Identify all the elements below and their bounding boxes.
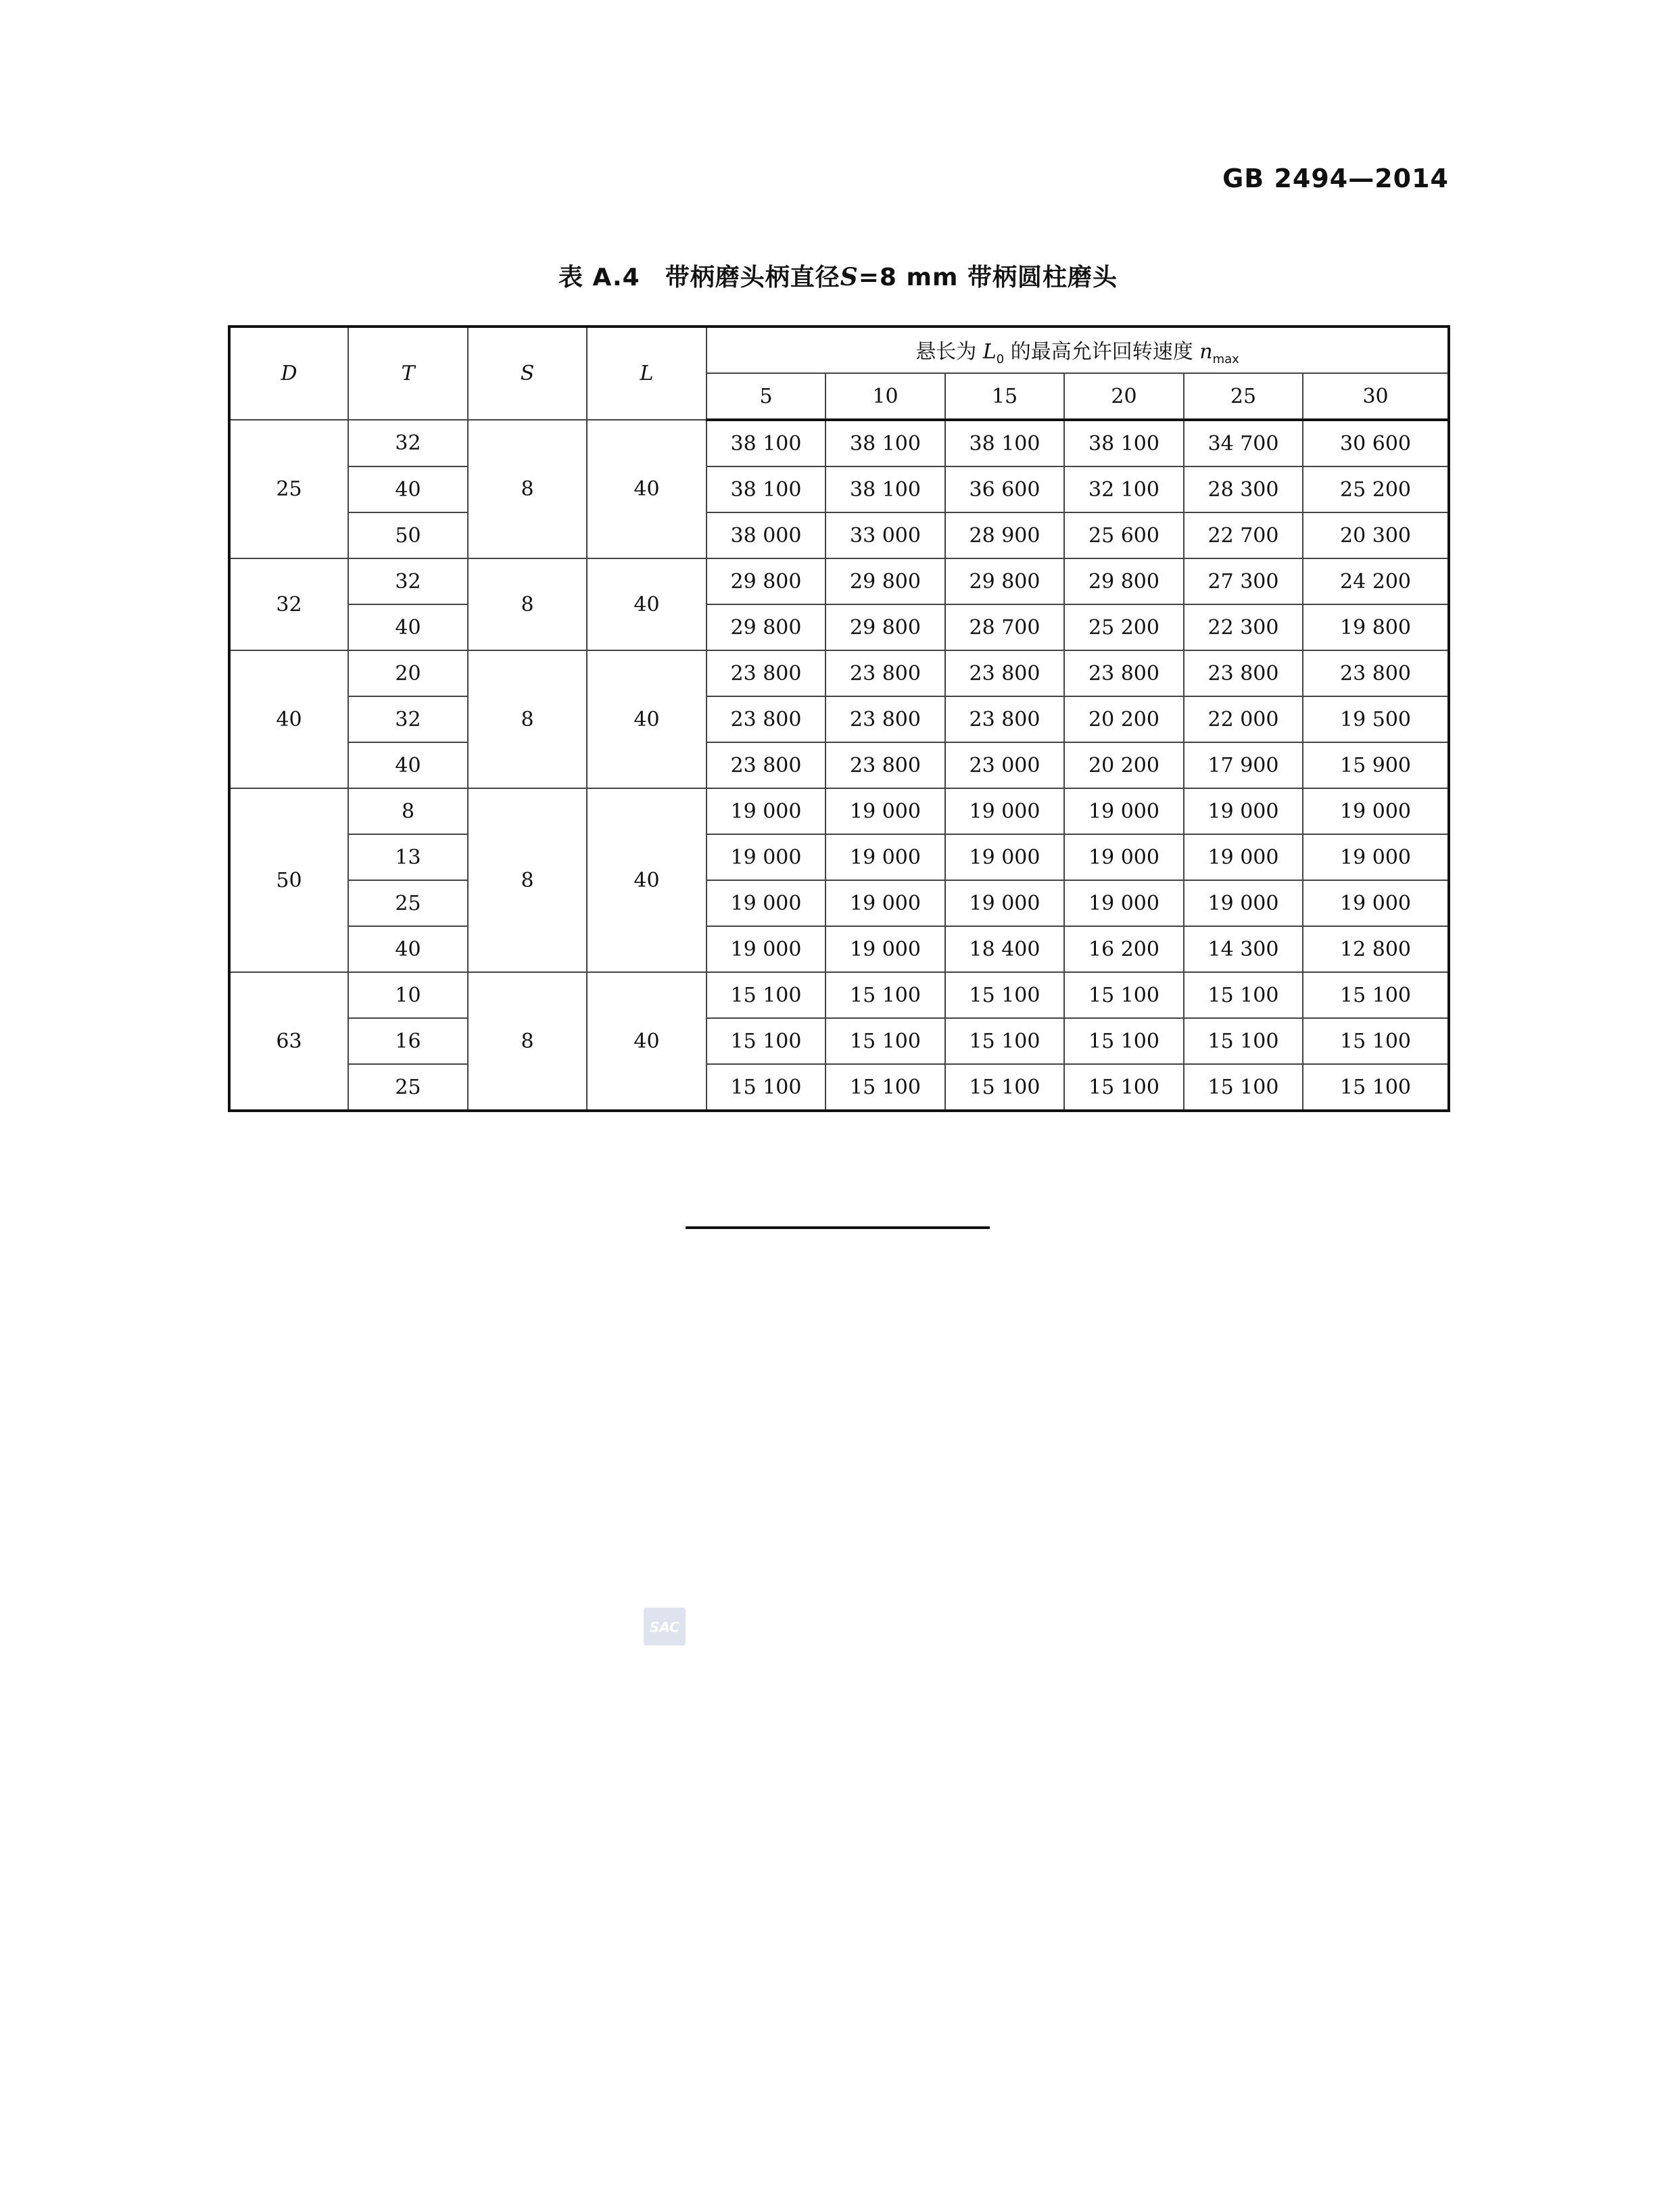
header-L0-cell: 20 (1064, 373, 1184, 420)
caption-prefix: 表 A.4 (558, 264, 640, 291)
cell-T: 50 (348, 512, 468, 558)
speed-table (228, 325, 1450, 1112)
cell-speed: 38 100 (707, 466, 825, 512)
cell-speed: 29 800 (825, 558, 945, 604)
table-row (229, 834, 1449, 880)
cell-speed: 25 200 (1303, 466, 1449, 512)
cell-speed: 23 800 (825, 650, 945, 696)
table-row (229, 558, 1449, 604)
cell-speed: 15 900 (1303, 742, 1449, 788)
cell-speed: 19 000 (825, 926, 945, 972)
table-row (229, 1018, 1449, 1064)
cell-speed: 28 900 (945, 512, 1064, 558)
cell-speed: 29 800 (707, 558, 825, 604)
cell-speed: 14 300 (1184, 926, 1303, 972)
cell-speed: 16 200 (1064, 926, 1184, 972)
table-body (229, 420, 1449, 1111)
cell-speed: 27 300 (1184, 558, 1303, 604)
cell-speed: 23 800 (1064, 650, 1184, 696)
cell-T: 25 (348, 880, 468, 926)
cell-speed: 19 000 (1184, 788, 1303, 834)
header-L: L (587, 327, 707, 420)
cell-speed: 25 600 (1064, 512, 1184, 558)
document-code: GB 2494—2014 (1222, 164, 1449, 193)
cell-speed: 15 100 (707, 1064, 825, 1111)
header-S: S (468, 327, 587, 420)
table-row (229, 604, 1449, 650)
cell-L: 40 (587, 972, 707, 1111)
header-L0-cell: 10 (825, 373, 945, 420)
cell-speed: 19 000 (707, 834, 825, 880)
cell-T: 40 (348, 604, 468, 650)
cell-speed: 19 000 (825, 880, 945, 926)
cell-speed: 15 100 (1303, 1018, 1449, 1064)
cell-speed: 15 100 (1184, 972, 1303, 1018)
caption-title-part1: 带柄磨头柄直径 (665, 264, 840, 291)
cell-speed: 15 100 (1303, 972, 1449, 1018)
cell-speed: 15 100 (945, 1064, 1064, 1111)
table-row (229, 972, 1449, 1018)
cell-speed: 20 200 (1064, 696, 1184, 742)
cell-speed: 20 300 (1303, 512, 1449, 558)
cell-T: 8 (348, 788, 468, 834)
cell-D: 63 (229, 972, 348, 1111)
cell-speed: 19 000 (1064, 880, 1184, 926)
cell-speed: 38 100 (825, 420, 945, 466)
table-row (229, 420, 1449, 466)
table-row (229, 880, 1449, 926)
header-T: T (348, 327, 468, 420)
cell-speed: 23 800 (707, 696, 825, 742)
cell-speed: 19 000 (1303, 880, 1449, 926)
cell-speed: 19 000 (707, 926, 825, 972)
header-group-symbol: L (982, 339, 997, 364)
cell-T: 20 (348, 650, 468, 696)
cell-T: 32 (348, 558, 468, 604)
cell-L: 40 (587, 420, 707, 558)
cell-speed: 18 400 (945, 926, 1064, 972)
cell-speed: 17 900 (1184, 742, 1303, 788)
cell-S: 8 (468, 650, 587, 788)
cell-speed: 19 000 (945, 880, 1064, 926)
cell-speed: 38 100 (945, 420, 1064, 466)
cell-speed: 29 800 (1064, 558, 1184, 604)
cell-speed: 19 000 (1184, 834, 1303, 880)
cell-speed: 22 300 (1184, 604, 1303, 650)
cell-speed: 28 700 (945, 604, 1064, 650)
cell-D: 50 (229, 788, 348, 972)
cell-speed: 15 100 (707, 972, 825, 1018)
end-rule (686, 1226, 990, 1229)
table-row (229, 742, 1449, 788)
header-L0-cell: 25 (1184, 373, 1303, 420)
cell-speed: 38 000 (707, 512, 825, 558)
cell-T: 40 (348, 926, 468, 972)
cell-speed: 15 100 (825, 972, 945, 1018)
header-speed-group (707, 327, 1449, 373)
cell-speed: 19 000 (1303, 788, 1449, 834)
table-row (229, 466, 1449, 512)
cell-speed: 19 000 (945, 834, 1064, 880)
cell-speed: 29 800 (825, 604, 945, 650)
cell-speed: 20 200 (1064, 742, 1184, 788)
cell-speed: 22 000 (1184, 696, 1303, 742)
sac-logo-stamp (644, 1608, 686, 1645)
cell-speed: 29 800 (945, 558, 1064, 604)
cell-speed: 38 100 (1064, 420, 1184, 466)
cell-speed: 19 000 (707, 880, 825, 926)
cell-speed: 22 700 (1184, 512, 1303, 558)
cell-speed: 38 100 (825, 466, 945, 512)
cell-speed: 23 800 (825, 742, 945, 788)
cell-speed: 23 800 (707, 650, 825, 696)
cell-speed: 34 700 (1184, 420, 1303, 466)
cell-speed: 28 300 (1184, 466, 1303, 512)
cell-speed: 15 100 (1064, 972, 1184, 1018)
cell-speed: 19 000 (945, 788, 1064, 834)
cell-T: 32 (348, 696, 468, 742)
cell-speed: 19 000 (1303, 834, 1449, 880)
cell-T: 25 (348, 1064, 468, 1111)
cell-speed: 19 000 (825, 834, 945, 880)
table-row (229, 788, 1449, 834)
cell-speed: 15 100 (707, 1018, 825, 1064)
cell-speed: 15 100 (1184, 1018, 1303, 1064)
cell-speed: 23 800 (945, 696, 1064, 742)
cell-T: 40 (348, 466, 468, 512)
cell-speed: 19 000 (1064, 834, 1184, 880)
table-row (229, 926, 1449, 972)
cell-speed: 23 800 (1303, 650, 1449, 696)
cell-speed: 12 800 (1303, 926, 1449, 972)
sac-logo-icon (646, 1616, 683, 1637)
cell-T: 13 (348, 834, 468, 880)
cell-speed: 19 500 (1303, 696, 1449, 742)
cell-T: 10 (348, 972, 468, 1018)
cell-speed: 25 200 (1064, 604, 1184, 650)
cell-L: 40 (587, 650, 707, 788)
cell-T: 32 (348, 420, 468, 466)
header-group-symbol-sub: 0 (996, 352, 1005, 366)
cell-speed: 36 600 (945, 466, 1064, 512)
cell-speed: 19 000 (707, 788, 825, 834)
cell-speed: 30 600 (1303, 420, 1449, 466)
cell-D: 25 (229, 420, 348, 558)
header-group-var-sub: max (1212, 352, 1239, 366)
caption-title-part2: =8 mm 带柄圆柱磨头 (858, 264, 1118, 291)
table-row (229, 650, 1449, 696)
header-L0-cell: 5 (707, 373, 825, 420)
cell-speed: 38 100 (707, 420, 825, 466)
cell-T: 16 (348, 1018, 468, 1064)
cell-speed: 15 100 (1064, 1064, 1184, 1111)
cell-S: 8 (468, 558, 587, 650)
cell-speed: 15 100 (945, 972, 1064, 1018)
cell-T: 40 (348, 742, 468, 788)
cell-speed: 32 100 (1064, 466, 1184, 512)
caption-symbol: S (840, 263, 859, 291)
cell-speed: 15 100 (1303, 1064, 1449, 1111)
header-group-prefix: 悬长为 (915, 339, 977, 364)
table-row (229, 1064, 1449, 1111)
cell-speed: 15 100 (945, 1018, 1064, 1064)
cell-speed: 15 100 (1064, 1018, 1184, 1064)
header-L0-cell: 15 (945, 373, 1064, 420)
header-D: D (229, 327, 348, 420)
cell-L: 40 (587, 558, 707, 650)
cell-speed: 19 800 (1303, 604, 1449, 650)
table-row (229, 696, 1449, 742)
header-L0-cell: 30 (1303, 373, 1449, 420)
header-group-var: n (1199, 339, 1213, 364)
cell-speed: 23 000 (945, 742, 1064, 788)
cell-S: 8 (468, 972, 587, 1111)
cell-speed: 15 100 (825, 1018, 945, 1064)
cell-speed: 23 800 (707, 742, 825, 788)
cell-speed: 24 200 (1303, 558, 1449, 604)
cell-speed: 33 000 (825, 512, 945, 558)
cell-D: 40 (229, 650, 348, 788)
cell-L: 40 (587, 788, 707, 972)
header-group-mid: 的最高允许回转速度 (1010, 339, 1193, 364)
table-row (229, 512, 1449, 558)
cell-S: 8 (468, 420, 587, 558)
sac-logo-text: SAC (650, 1619, 679, 1635)
cell-speed: 29 800 (707, 604, 825, 650)
cell-speed: 19 000 (1184, 880, 1303, 926)
cell-S: 8 (468, 788, 587, 972)
cell-speed: 15 100 (825, 1064, 945, 1111)
table-caption (0, 258, 1676, 293)
cell-D: 32 (229, 558, 348, 650)
cell-speed: 23 800 (1184, 650, 1303, 696)
cell-speed: 19 000 (1064, 788, 1184, 834)
cell-speed: 15 100 (1184, 1064, 1303, 1111)
cell-speed: 23 800 (945, 650, 1064, 696)
cell-speed: 23 800 (825, 696, 945, 742)
cell-speed: 19 000 (825, 788, 945, 834)
